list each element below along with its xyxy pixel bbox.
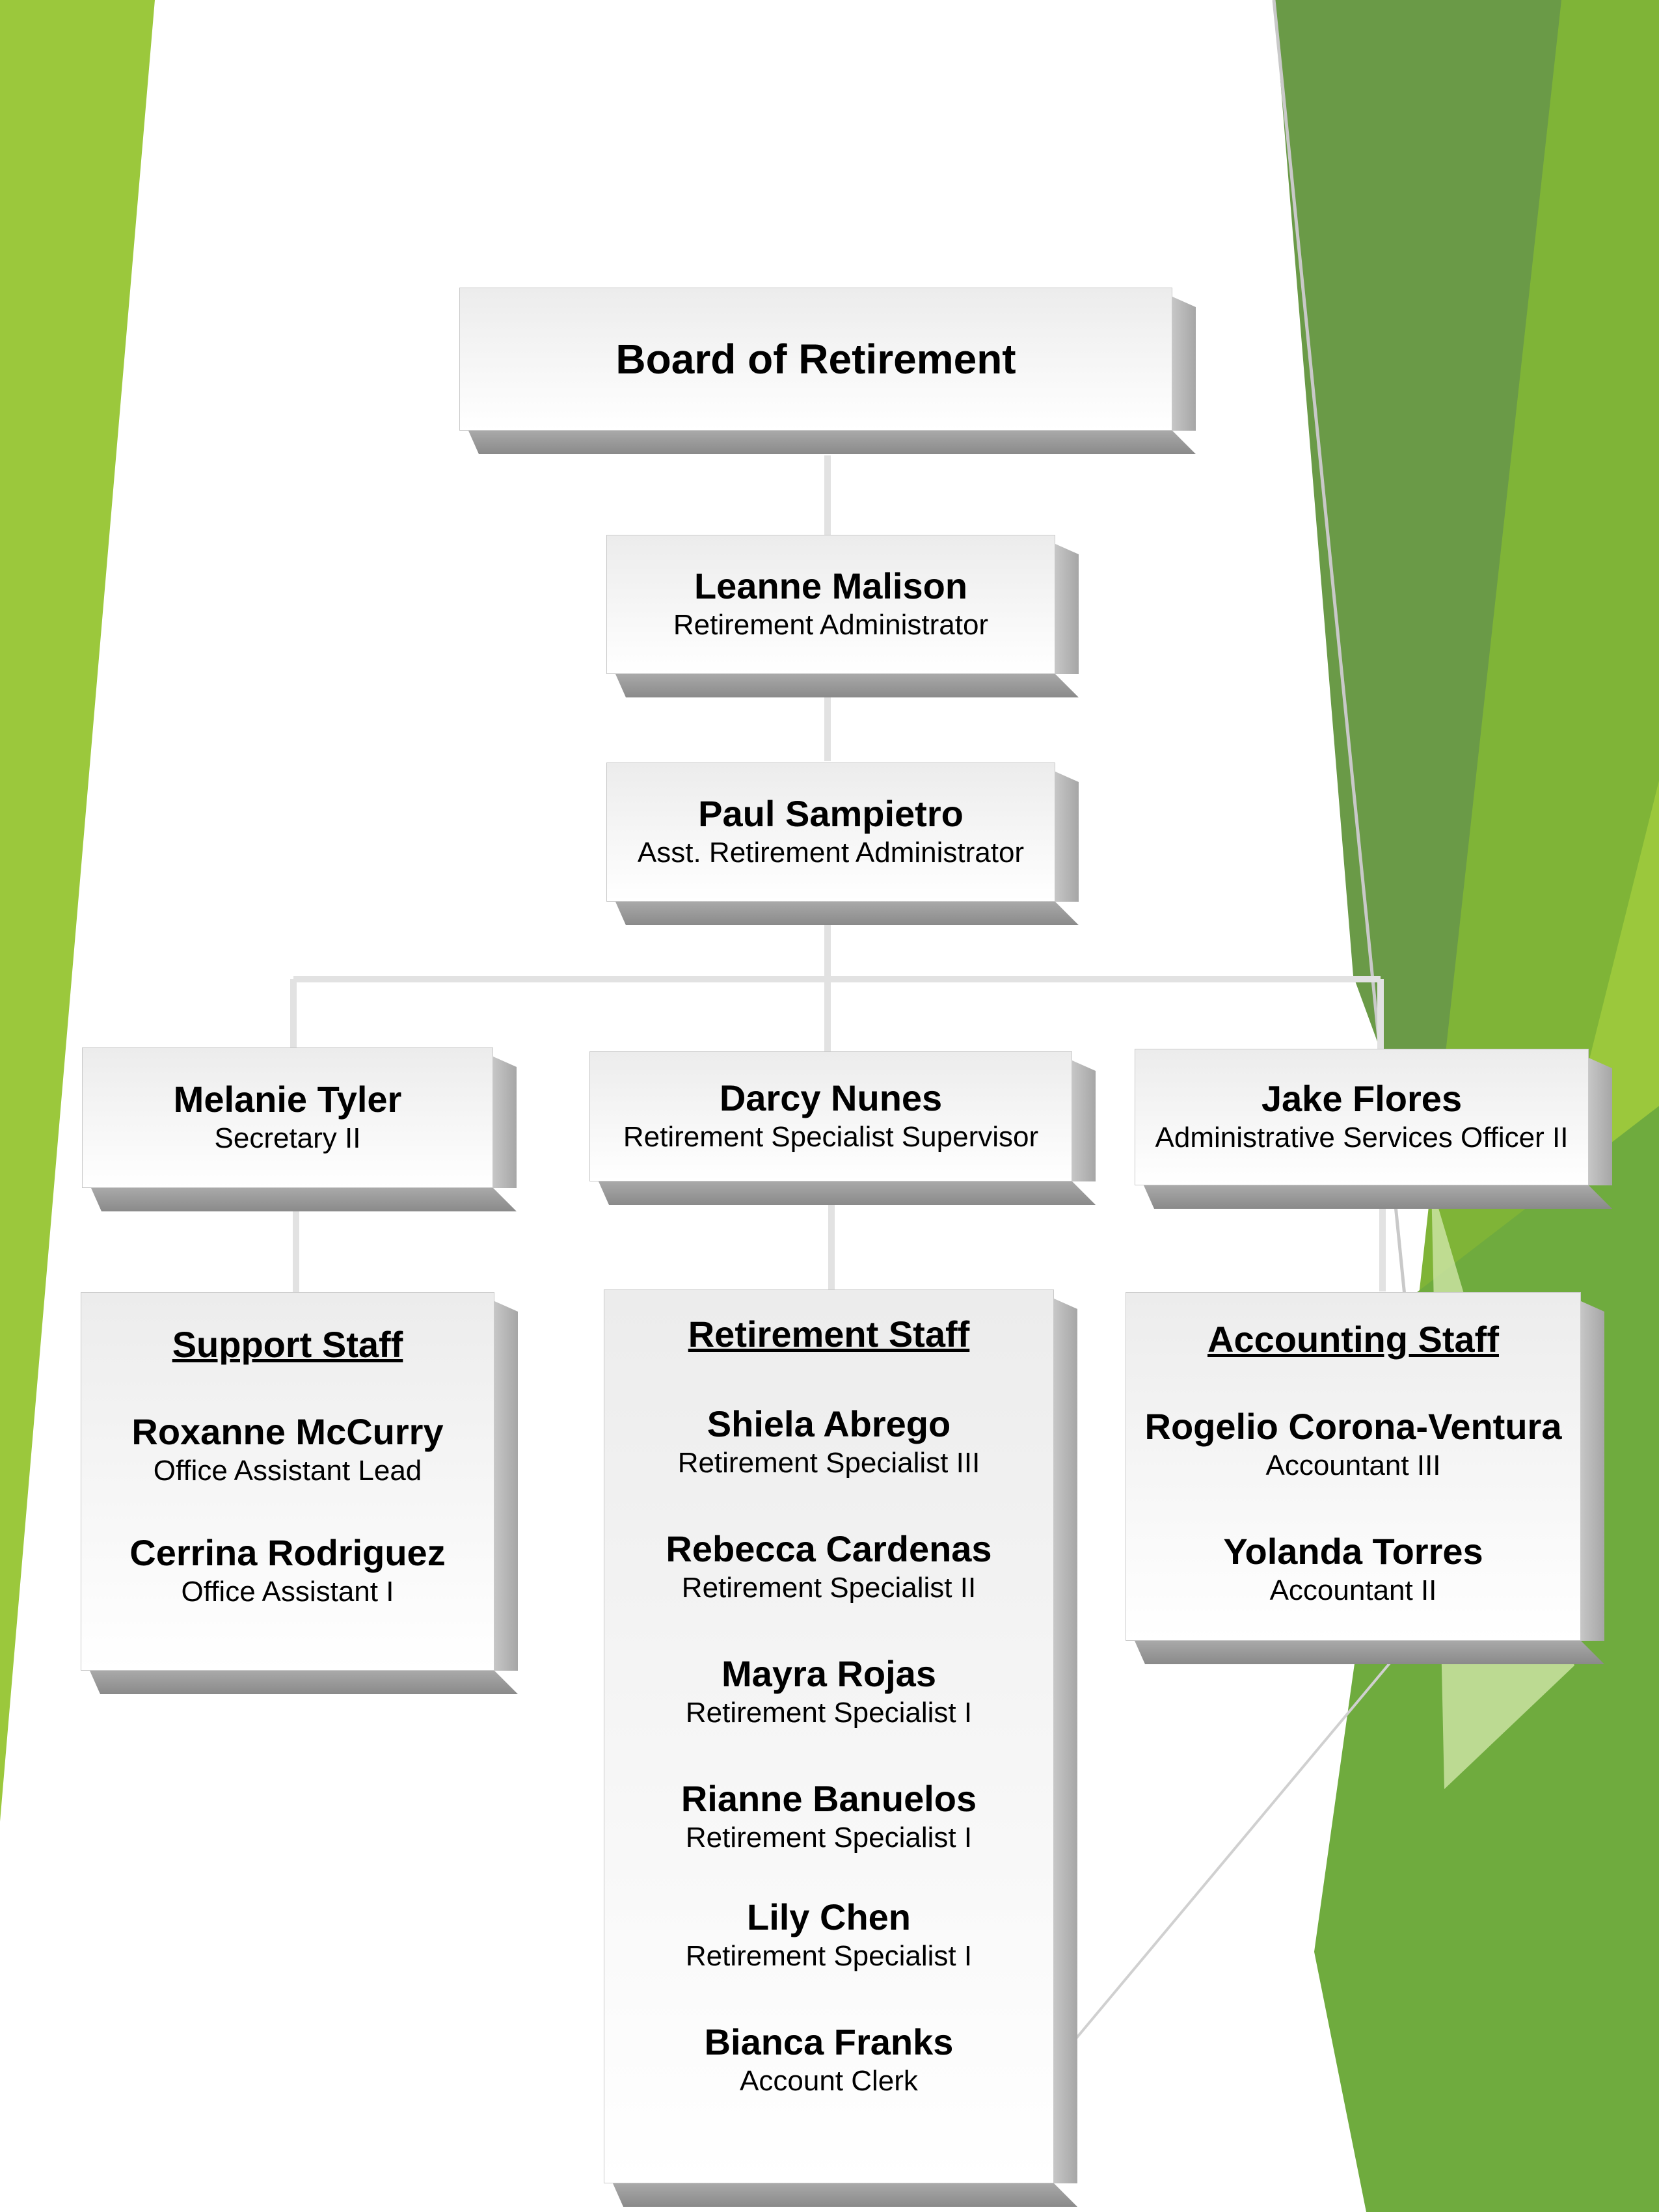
staff-member-name: Lily Chen: [746, 1896, 911, 1937]
support-staff-heading: Support Staff: [172, 1324, 403, 1365]
staff-member-name: Mayra Rojas: [722, 1653, 936, 1694]
assistant-name: Paul Sampietro: [698, 793, 964, 834]
manager-left-title: Secretary II: [214, 1122, 361, 1154]
staff-member-title: Retirement Specialist I: [685, 1822, 973, 1854]
manager-left-name: Melanie Tyler: [173, 1079, 402, 1120]
staff-member-name: Rogelio Corona-Ventura: [1144, 1406, 1562, 1447]
administrator-title: Retirement Administrator: [673, 609, 989, 641]
staff-member-title: Retirement Specialist I: [685, 1697, 973, 1729]
manager-box-left: [82, 1047, 517, 1211]
board-label: Board of Retirement: [615, 336, 1016, 383]
accounting-staff-heading: Accounting Staff: [1207, 1319, 1499, 1360]
assistant-box: [606, 762, 1079, 925]
assistant-title: Asst. Retirement Administrator: [637, 837, 1025, 869]
administrator-box: [606, 535, 1079, 697]
staff-member-name: Shiela Abrego: [707, 1403, 951, 1444]
staff-member-name: Rianne Banuelos: [681, 1778, 977, 1819]
staff-member-title: Retirement Specialist III: [677, 1447, 980, 1479]
staff-member-title: Accountant III: [1265, 1450, 1441, 1481]
staff-member-title: Office Assistant Lead: [153, 1455, 422, 1487]
retirement-staff-box: [604, 1289, 1077, 2207]
staff-member-title: Office Assistant I: [181, 1576, 394, 1608]
staff-member-title: Retirement Specialist II: [681, 1572, 977, 1604]
staff-member-name: Cerrina Rodriguez: [129, 1532, 446, 1573]
manager-box-right: [1135, 1049, 1612, 1209]
staff-member-name: Bianca Franks: [704, 2021, 954, 2062]
manager-right-title: Administrative Services Officer II: [1155, 1122, 1569, 1153]
retirement-staff-heading: Retirement Staff: [688, 1314, 970, 1355]
manager-center-name: Darcy Nunes: [719, 1077, 943, 1118]
staff-member-title: Retirement Specialist I: [685, 1940, 973, 1972]
board-of-retirement-box: [459, 288, 1196, 454]
manager-center-title: Retirement Specialist Supervisor: [623, 1121, 1039, 1153]
staff-member-name: Rebecca Cardenas: [666, 1528, 992, 1569]
staff-member-title: Account Clerk: [740, 2065, 918, 2097]
support-staff-box: [81, 1292, 518, 1694]
manager-box-center: [589, 1051, 1096, 1205]
staff-member-name: Roxanne McCurry: [131, 1411, 444, 1452]
staff-member-name: Yolanda Torres: [1223, 1531, 1483, 1572]
staff-member-title: Accountant II: [1269, 1574, 1437, 1606]
administrator-name: Leanne Malison: [694, 565, 968, 606]
manager-right-name: Jake Flores: [1261, 1078, 1463, 1119]
accounting-staff-box: [1126, 1292, 1604, 1664]
